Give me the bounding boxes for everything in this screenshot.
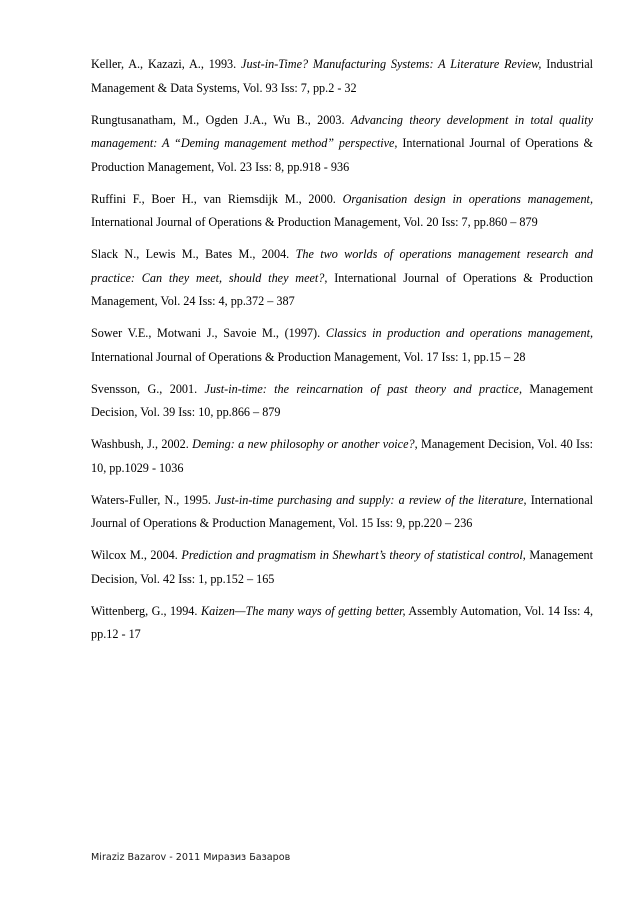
- reference-authors: Waters-Fuller, N., 1995.: [91, 492, 211, 507]
- reference-entry: [91, 109, 593, 180]
- reference-entry: [91, 600, 593, 647]
- reference-source: , Management Decision, Vol. 42 Iss: 1, pp.152 – 165: [91, 548, 593, 586]
- reference-entry: [91, 489, 593, 536]
- reference-source: , International Journal of Operations & Production Management, Vol. 15 Iss: 9, pp.220 – 236: [91, 492, 593, 530]
- reference-source: International Journal of Operations & Production Management, Vol. 20 Iss: 7, pp.860 – 879: [91, 215, 538, 229]
- reference-title: Classics in production and operations management,: [325, 326, 594, 340]
- reference-authors: Sower V.E., Motwani J., Savoie M., (1997).: [91, 326, 321, 340]
- reference-authors: Keller, A., Kazazi, A., 1993.: [91, 57, 237, 71]
- reference-entry: [91, 433, 593, 480]
- reference-entry: [91, 544, 593, 591]
- reference-source: International Journal of Operations & Production Management, Vol. 17 Iss: 1, pp.15 – 28: [91, 349, 526, 364]
- reference-title: Kaizen—The many ways of getting better,: [200, 603, 406, 618]
- reference-authors: Svensson, G., 2001.: [91, 381, 198, 396]
- reference-source: Assembly Automation, Vol. 14 Iss: 4, pp.12 - 17: [91, 603, 594, 641]
- reference-source: Industrial Management & Data Systems, Vol. 93 Iss: 7, pp.2 - 32: [91, 57, 594, 95]
- page-footer: Miraziz Bazarov - 2011 Миразиз Базаров: [91, 852, 291, 863]
- reference-authors: Rungtusanatham, M., Ogden J.A., Wu B., 2003.: [91, 112, 345, 127]
- reference-source: Management Decision, Vol. 39 Iss: 10, pp.866 – 879: [91, 381, 594, 419]
- reference-title: Just-in-Time? Manufacturing Systems: A Literature Review,: [241, 57, 542, 71]
- reference-authors: Wilcox M., 2004.: [91, 548, 178, 562]
- reference-entry: [91, 243, 593, 314]
- reference-entry: [91, 378, 593, 425]
- reference-title: The two worlds of operations management research and practice: Can they meet, should they meet?: [91, 247, 594, 285]
- reference-authors: Ruffini F., Boer H., van Riemsdijk M., 2000.: [91, 191, 336, 206]
- reference-title: Prediction and pragmatism in Shewhart’s theory of statistical control: [181, 548, 523, 562]
- reference-entry: [91, 53, 593, 100]
- reference-title: Just-in-time: the reincarnation of past theory and practice,: [204, 381, 523, 396]
- reference-authors: Slack N., Lewis M., Bates M., 2004.: [91, 247, 290, 261]
- reference-title: Advancing theory development in total quality management: A “Deming management method” perspective: [91, 112, 594, 150]
- reference-authors: Wittenberg, G., 1994.: [91, 603, 198, 618]
- reference-title: Organisation design in operations management,: [342, 191, 593, 206]
- reference-title: Deming: a new philosophy or another voice?: [192, 437, 415, 451]
- reference-source: , International Journal of Operations & Production Management, Vol. 23 Iss: 8, pp.918 - 936: [91, 136, 593, 174]
- reference-entry: [91, 322, 593, 369]
- reference-entry: [91, 188, 593, 235]
- reference-authors: Washbush, J., 2002.: [91, 437, 189, 451]
- reference-list: [91, 53, 593, 655]
- reference-source: , Management Decision, Vol. 40 Iss: 10, pp.1029 - 1036: [91, 437, 593, 475]
- reference-source: , International Journal of Operations & Production Management, Vol. 24 Iss: 4, pp.372 – 387: [91, 270, 593, 308]
- reference-title: Just-in-time purchasing and supply: a review of the literature: [215, 492, 524, 507]
